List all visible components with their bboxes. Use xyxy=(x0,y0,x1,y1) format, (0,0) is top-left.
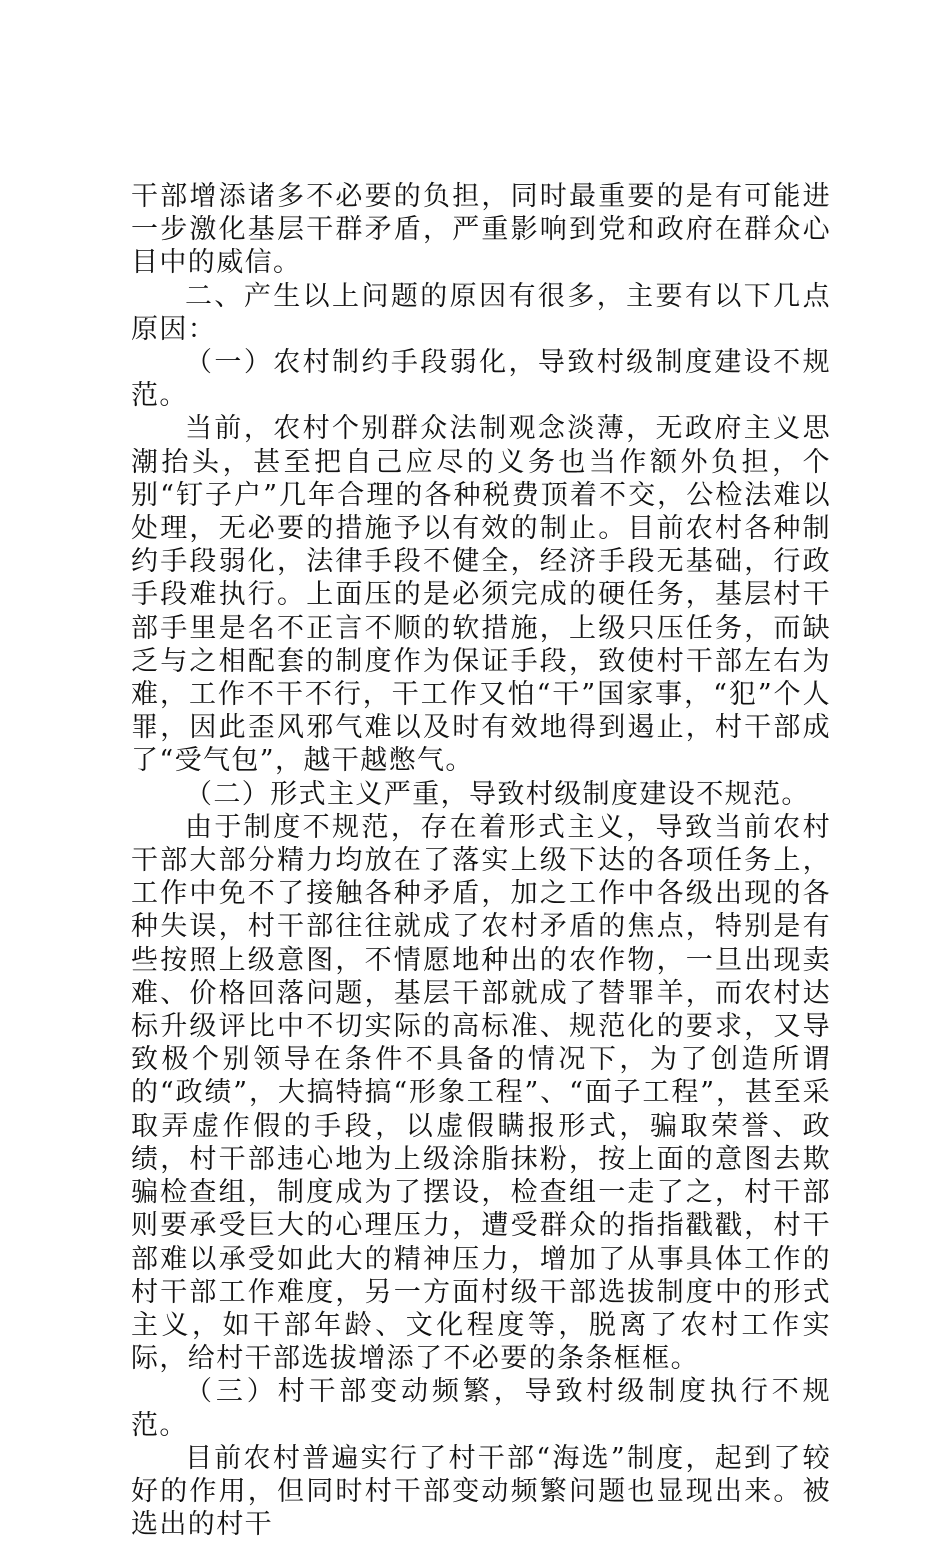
paragraph-1: 当前，农村个别群众法制观念淡薄，无政府主义思潮抬头，甚至把自己应尽的义务也当作额外负担，个别“钉子户”几年合理的各种税费顶着不交，公检法难以处理，无必要的措施予以有效的制止。目前农村各种制约手段弱化，法律手段不健全，经济手段无基础，行政手段难执行。上面压的是必须完成的硬任务，基层村干部手里是名不正言不顺的软措施，上级只压任务，而缺乏与之相配套的制度作为保证手段，致使村干部左右为难，工作不干不行，干工作又怕“干”国家事，“犯”个人罪，因此歪风邪气难以及时有效地得到遏止，村干部成了“受气包”，越干越憋气。 xyxy=(131,413,831,777)
document-body xyxy=(131,180,831,1541)
subheading-1: （一）农村制约手段弱化，导致村级制度建设不规范。 xyxy=(131,347,831,412)
subheading-2: （二）形式主义严重，导致村级制度建设不规范。 xyxy=(185,778,810,810)
subheading-3: （三）村干部变动频繁，导致村级制度执行不规范。 xyxy=(131,1376,831,1441)
section-heading-causes: 二、产生以上问题的原因有很多，主要有以下几点原因： xyxy=(131,280,831,345)
paragraph-3: 目前农村普遍实行了村干部“海选”制度，起到了较好的作用，但同时村干部变动频繁问题也显现出来。被选出的村干 xyxy=(131,1442,831,1541)
paragraph-continuation: 干部增添诸多不必要的负担，同时最重要的是有可能进一步激化基层干群矛盾，严重影响到党和政府在群众心目中的威信。 xyxy=(131,181,831,279)
paragraph-2: 由于制度不规范，存在着形式主义，导致当前农村干部大部分精力均放在了落实上级下达的各项任务上，工作中免不了接触各种矛盾，加之工作中各级出现的各种失误，村干部往往就成了农村矛盾的焦点，特别是有些按照上级意图，不情愿地种出的农作物，一旦出现卖难、价格回落问题，基层干部就成了替罪羊，而农村达标升级评比中不切实际的高标准、规范化的要求，又导致极个别领导在条件不具备的情况下，为了创造所谓的“政绩”，大搞特搞“形象工程”、“面子工程”，甚至采取弄虚作假的手段，以虚假瞒报形式，骗取荣誉、政绩，村干部违心地为上级涂脂抹粉，按上面的意图去欺骗检查组，制度成为了摆设，检查组一走了之，村干部则要承受巨大的心理压力，遭受群众的指指戳戳，村干部难以承受如此大的精神压力，增加了从事具体工作的村干部工作难度，另一方面村级干部选拔制度中的形式主义，如干部年龄、文化程度等，脱离了农村工作实际，给村干部选拔增添了不必要的条条框框。 xyxy=(131,811,831,1375)
